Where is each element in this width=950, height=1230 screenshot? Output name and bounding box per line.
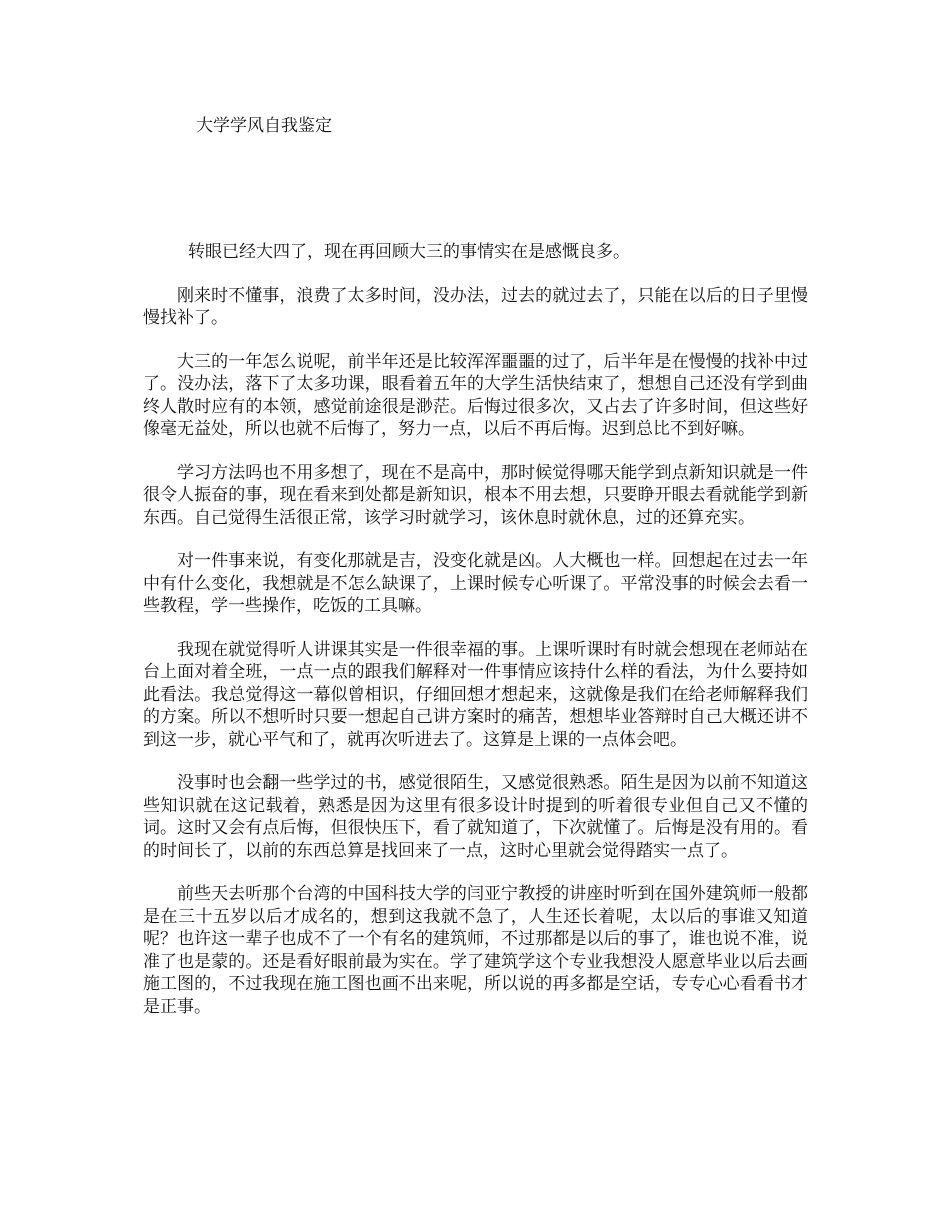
document-body xyxy=(143,241,808,1039)
paragraph-7: 没事时也会翻一些学过的书，感觉很陌生，又感觉很熟悉。陌生是因为以前不知道这些知识就在这记载着，熟悉是因为这里有很多设计时提到的听着很专业但自己又不懂的词。这时又会有点后悔，但很快压下，看了就知道了，下次就懂了。后悔是没有用的。看的时间长了，以前的东西总算是找回来了一点，这时心里就会觉得踏实一点了。 xyxy=(143,773,808,861)
paragraph-2: 刚来时不懂事，浪费了太多时间，没办法，过去的就过去了，只能在以后的日子里慢慢找补了。 xyxy=(143,285,808,328)
paragraph-8: 前些天去听那个台湾的中国科技大学的闫亚宁教授的讲座时听到在国外建筑师一般都是在三十五岁以后才成名的，想到这我就不急了，人生还长着呢，太以后的事谁又知道呢？也许这一辈子也成不了一个有名的建筑师，不过那都是以后的事了，谁也说不准，说准了也是蒙的。还是看好眼前最为实在。学了建筑学这个专业我想没人愿意毕业以后去画施工图的，不过我现在施工图也画不出来呢，所以说的再多都是空话，专专心心看看书才是正事。 xyxy=(143,884,808,1017)
paragraph-5: 对一件事来说，有变化那就是吉，没变化就是凶。人大概也一样。回想起在过去一年中有什么变化，我想就是不怎么缺课了，上课时候专心听课了。平常没事的时候会去看一些教程，学一些操作，吃饭的工具嘛。 xyxy=(143,551,808,616)
paragraph-1: 转眼已经大四了，现在再回顾大三的事情实在是感慨良多。 xyxy=(188,242,630,262)
paragraph-4: 学习方法吗也不用多想了，现在不是高中，那时候觉得哪天能学到点新知识就是一件很令人振奋的事，现在看来到处都是新知识，根本不用去想，只要睁开眼去看就能学到新东西。自己觉得生活很正常，该学习时就学习，该休息时就休息，过的还算充实。 xyxy=(143,462,808,528)
paragraph-3: 大三的一年怎么说呢，前半年还是比较浑浑噩噩的过了，后半年是在慢慢的找补中过了。没办法，落下了太多功课，眼看着五年的大学生活快结束了，想想自己还没有学到曲终人散时应有的本领，感觉前途很是渺茫。后悔过很多次，又占去了许多时间，但这些好像毫无益处，所以也就不后悔了，努力一点，以后不再后悔。迟到总比不到好嘛。 xyxy=(143,351,808,439)
document-title: 大学学风自我鉴定 xyxy=(196,116,332,136)
paragraph-6: 我现在就觉得听人讲课其实是一件很幸福的事。上课听课时有时就会想现在老师站在台上面对着全班，一点一点的跟我们解释对一件事情应该持什么样的看法，为什么要持如此看法。我总觉得这一幕似曾相识，仔细回想才想起来，这就像是我们在给老师解释我们的方案。所以不想听时只要一想起自己讲方案时的痛苦，想想毕业答辩时自己大概还讲不到这一步，就心平气和了，就再次听进去了。这算是上课的一点体会吧。 xyxy=(143,639,808,750)
